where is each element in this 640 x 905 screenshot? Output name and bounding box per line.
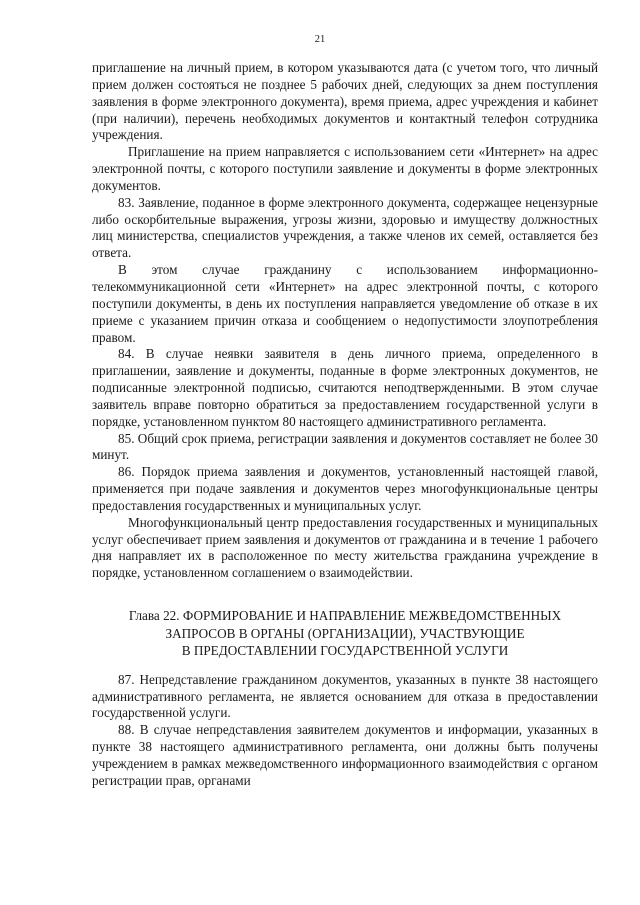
chapter-heading-line-2: ЗАПРОСОВ В ОРГАНЫ (ОРГАНИЗАЦИИ), УЧАСТВУЮЩИЕ [165,625,525,641]
paragraph: 84. В случае неявки заявителя в день личного приема, определенного в приглашении, заявление и документы, поданные в форме электронных документов, не подписанные электронной подписью, считаются неподтвержденными. В этом случае заявитель вправе повторно обратиться за предоставлением государственной услуги в порядке, установленном пунктом 80 настоящего административного регламента. [92,346,598,429]
paragraph: Многофункциональный центр предоставления государственных и муниципальных услуг обеспечивает прием заявления и документов от гражданина и в течение 1 рабочего дня направляет их в расположенное по месту жительства гражданина учреждение в порядке, установленном соглашением о взаимодействии. [92,514,598,581]
paragraphs-before-chapter [92,60,598,582]
paragraph: 83. Заявление, поданное в форме электронного документа, содержащее нецензурные либо оскорбительные выражения, угрозы жизни, здоровью и имуществу должностных лиц министерства, специалистов учреждения, а также членов их семей, оставляется без ответа. [92,194,598,261]
chapter-heading [92,607,598,660]
paragraphs-after-chapter [92,672,598,790]
paragraph: 87. Непредставление гражданином документов, указанных в пункте 38 настоящего административного регламента, не является основанием для отказа в предоставлении государственной услуги. [92,671,598,721]
paragraph: В этом случае гражданину с использованием информационно-телекоммуникационной сети «Интернет» на адрес электронной почты, с которого поступили документы, в день их поступления направляется уведомление об отказе в их приеме с указанием причин отказа и сообщением о недопустимости злоупотребления правом. [92,262,598,345]
paragraph: Приглашение на прием направляется с использованием сети «Интернет» на адрес электронной почты, с которого поступили заявление и документы в форме электронных документов. [92,144,598,193]
chapter-heading-line-1: Глава 22. ФОРМИРОВАНИЕ И НАПРАВЛЕНИЕ МЕЖВЕДОМСТВЕННЫХ [128,608,562,624]
paragraph: приглашение на личный прием, в котором указываются дата (с учетом того, что личный прием должен состояться не позднее 5 рабочих дней, следующих за днем поступления заявления в форме электронного документа), время приема, адрес учреждения и кабинет (при наличии), перечень необходимых документов и контактный телефон сотрудника учреждения. [92,60,598,143]
page-number: 21 [314,34,326,45]
paragraph: 86. Порядок приема заявления и документов, установленный настоящей главой, применяется при подаче заявления и документов через многофункциональные центры предоставления государственных и муниципальных услуг. [92,464,598,513]
paragraph: 88. В случае непредставления заявителем документов и информации, указанных в пункте 38 настоящего административного регламента, они должны быть получены учреждением в рамках межведомственного информационного взаимодействия с органом регистрации прав, органами [92,722,598,788]
paragraph: 85. Общий срок приема, регистрации заявления и документов составляет не более 30 минут. [92,430,598,463]
chapter-heading-line-3: В ПРЕДОСТАВЛЕНИИ ГОСУДАРСТВЕННОЙ УСЛУГИ [181,643,509,659]
document-body [92,60,598,790]
